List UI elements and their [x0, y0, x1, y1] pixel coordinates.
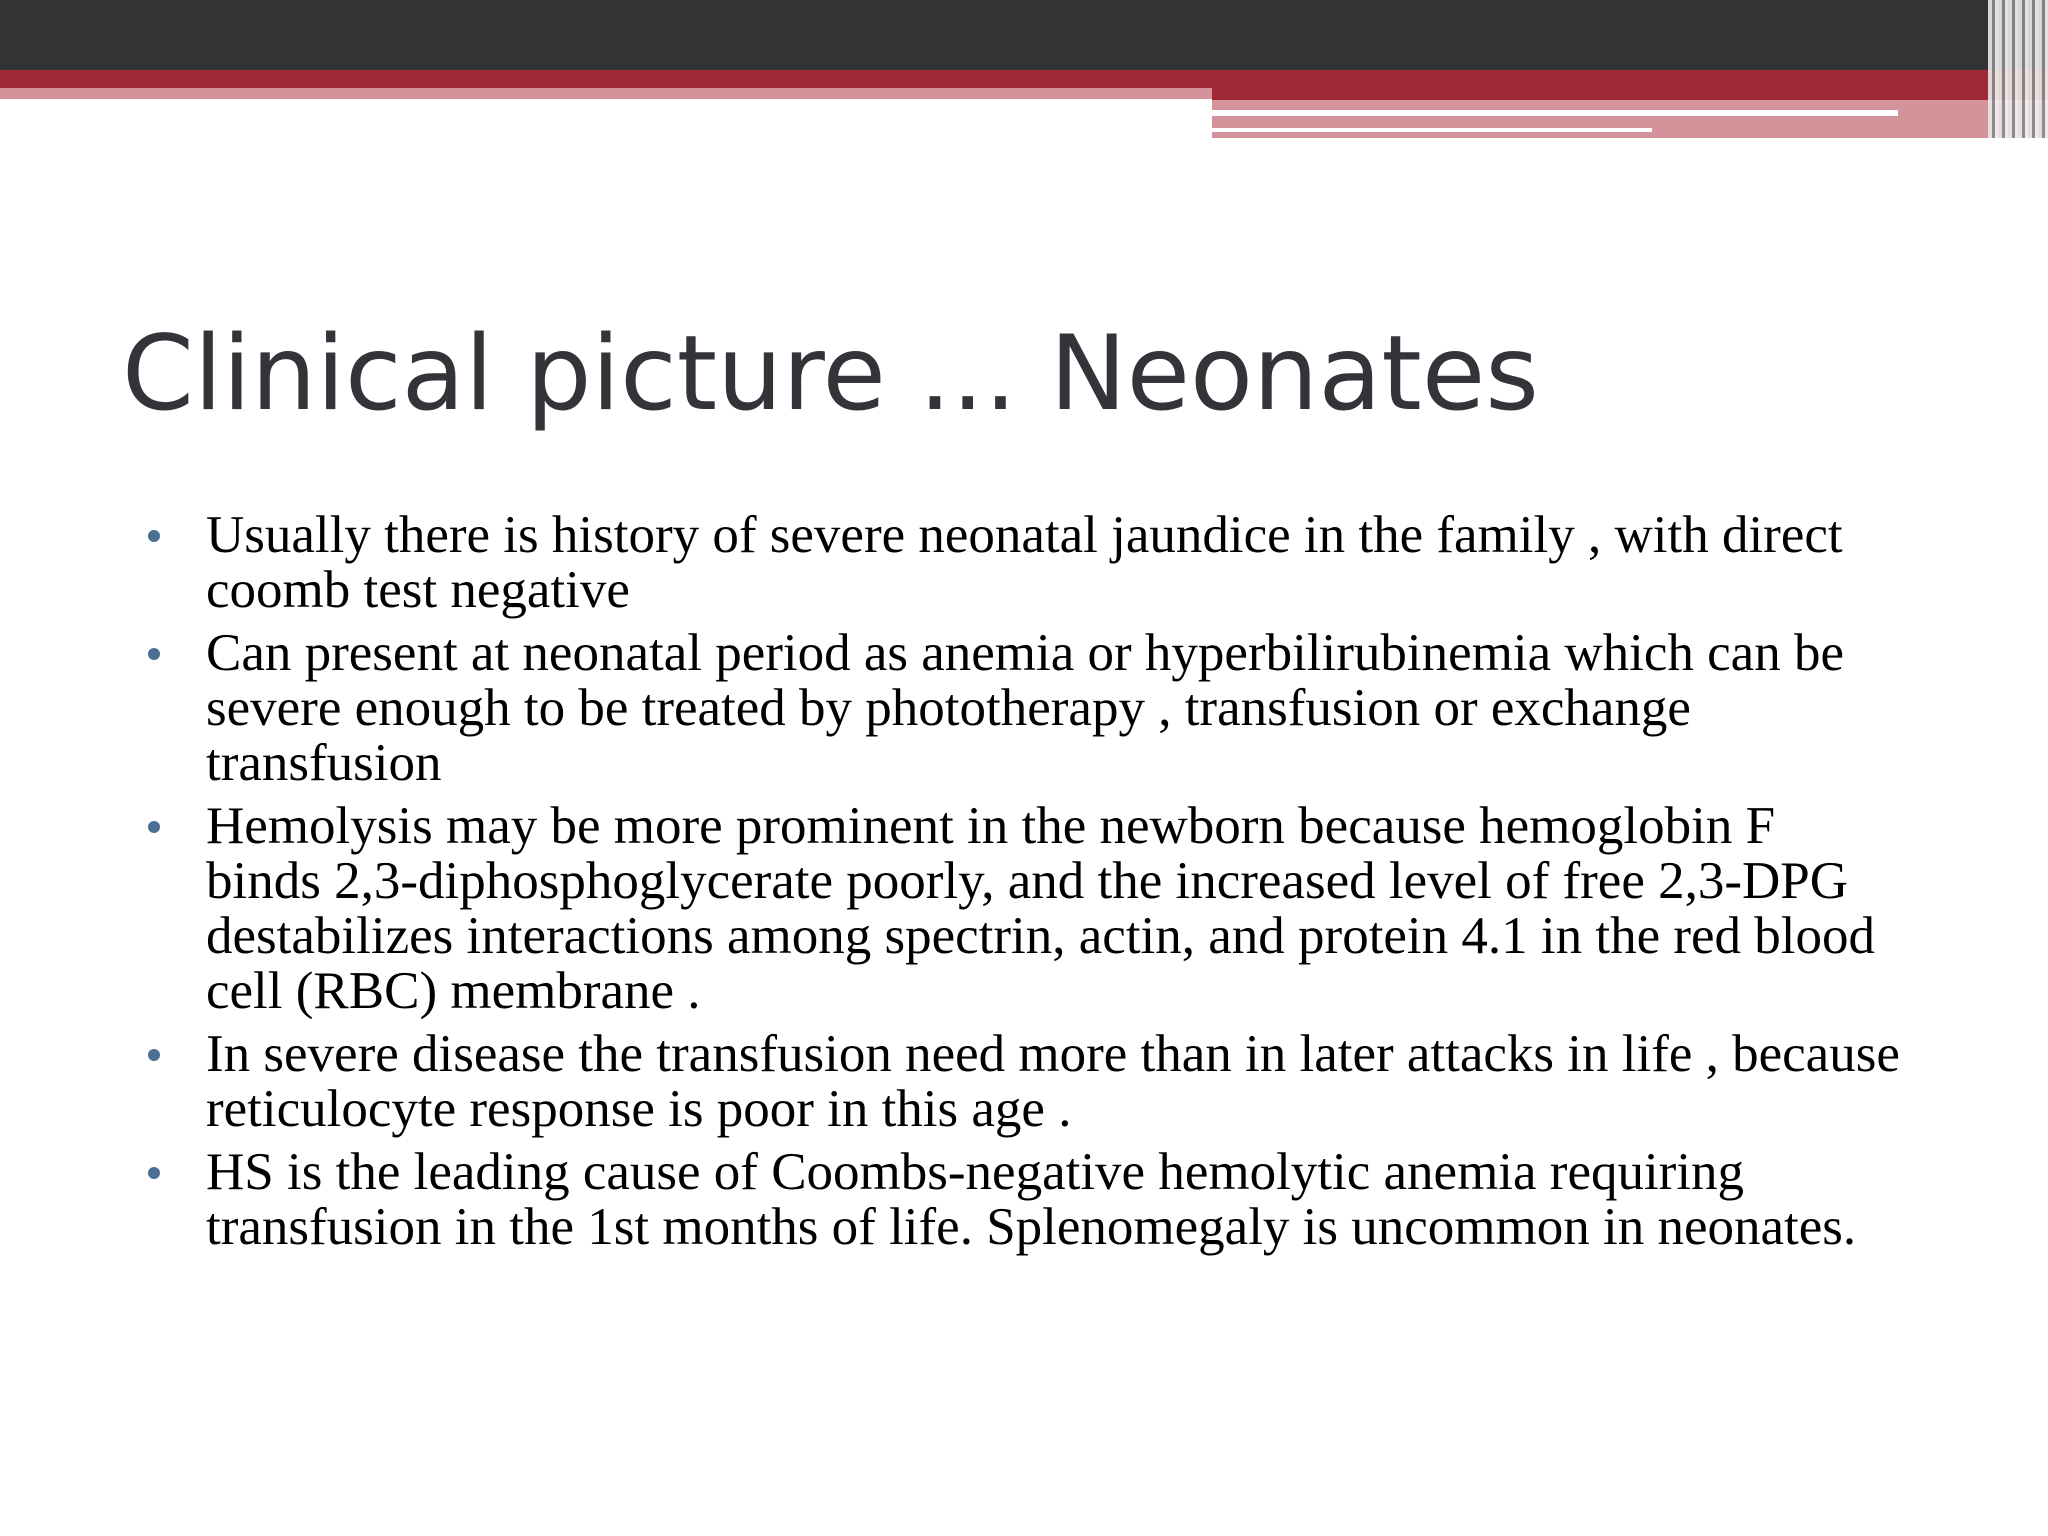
bullet-text: Can present at neonatal period as anemia or hyperbilirubinemia which can be severe enough to be treated by phototherapy , transfusion or exchange transfusion — [206, 624, 1844, 792]
bullet-dot-icon — [148, 530, 160, 542]
bullet-item — [140, 508, 1900, 618]
bullet-dot-icon — [148, 1167, 160, 1179]
bullet-text: Usually there is history of severe neonatal jaundice in the family , with direct coomb test negative — [206, 506, 1843, 619]
header-stripes — [1988, 0, 2048, 138]
bullet-text: Hemolysis may be more prominent in the newborn because hemoglobin F binds 2,3-diphosphoglycerate poorly, and the increased level of free 2,3-DPG destabilizes interactions among spectrin, actin, and protein 4.1 in the red blood cell (RBC) membrane . — [206, 797, 1876, 1020]
bullet-text: In severe disease the transfusion need more than in later attacks in life , because reticulocyte response is poor in this age . — [206, 1025, 1900, 1138]
header-pink-band-right — [1212, 100, 2048, 138]
bullet-item — [140, 799, 1900, 1019]
bullet-dot-icon — [148, 821, 160, 833]
header-red-band-right — [1212, 88, 2048, 100]
header-red-band — [0, 70, 2048, 88]
bullet-text: HS is the leading cause of Coombs-negative hemolytic anemia requiring transfusion in the 1st months of life. Splenomegaly is uncommon in neonates. — [206, 1143, 1857, 1256]
bullet-item — [140, 626, 1900, 791]
slide-title: Clinical picture ... Neonates — [122, 314, 1539, 434]
header-pink-band-left — [0, 88, 1212, 99]
header-dark-band — [0, 0, 2048, 70]
header-accent-line — [1212, 110, 1898, 116]
bullet-list — [140, 508, 1900, 1263]
bullet-item — [140, 1027, 1900, 1137]
bullet-item — [140, 1145, 1900, 1255]
header-accent-line-short — [1212, 128, 1652, 132]
bullet-dot-icon — [148, 1049, 160, 1061]
bullet-dot-icon — [148, 648, 160, 660]
